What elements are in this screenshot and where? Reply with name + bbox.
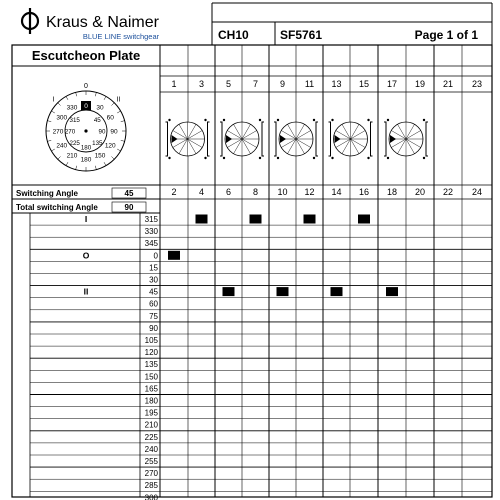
- contact-grid: [160, 45, 492, 497]
- position-angle: 300: [144, 493, 158, 500]
- dial-outer-degree-120: 120: [104, 142, 116, 150]
- position-name: II: [83, 286, 89, 297]
- series-code: CH10: [218, 28, 249, 42]
- contact-deck-2: [220, 119, 264, 159]
- closed-contact: [277, 287, 289, 296]
- dial-position-I: I: [52, 96, 55, 104]
- page-label: Page 1 of 1: [414, 28, 478, 42]
- contact-deck-3: [274, 119, 318, 159]
- closed-contact: [358, 215, 370, 224]
- dial-outer-degree-60: 60: [106, 114, 114, 122]
- position-angle: 120: [144, 348, 158, 358]
- position-angle: 60: [149, 299, 158, 309]
- position-row-30: [30, 276, 492, 286]
- position-row-165: [30, 384, 492, 394]
- terminal-bottom-6: 6: [225, 187, 232, 197]
- total-switching-angle-label: Total switching Angle: [16, 203, 98, 212]
- terminal-top-3: 3: [198, 79, 205, 89]
- dial-outer-degree-270: 270: [52, 128, 64, 136]
- terminal-top-13: 13: [331, 79, 342, 89]
- position-angle: 285: [144, 481, 158, 491]
- position-row-120: [30, 348, 492, 358]
- position-row-0: [30, 250, 492, 261]
- kraus-naimer-logo-icon: [22, 8, 38, 34]
- dial-outer-degree-240: 240: [56, 142, 68, 150]
- position-angle: 240: [144, 444, 158, 454]
- position-name: O: [82, 250, 90, 261]
- dial-position-0: 0: [84, 103, 88, 110]
- escutcheon-title: Escutcheon Plate: [31, 48, 141, 63]
- dial-inner-degree-315: 315: [69, 117, 80, 125]
- closed-contact: [168, 251, 180, 260]
- position-angle: 75: [149, 311, 158, 321]
- terminal-top-19: 19: [414, 79, 426, 89]
- dial-inner-degree-45: 45: [93, 117, 101, 125]
- total-switching-angle-value: 90: [124, 203, 134, 212]
- terminal-bottom-14: 14: [331, 187, 342, 197]
- position-angle: 315: [144, 215, 158, 224]
- terminal-top-7: 7: [252, 79, 259, 89]
- position-angle: 255: [144, 457, 158, 466]
- dial-inner-degree-180: 180: [80, 144, 92, 152]
- terminal-top-1: 1: [171, 79, 177, 89]
- terminal-top-5: 5: [225, 79, 232, 89]
- dial-label-top: 0: [84, 83, 88, 90]
- terminal-bottom-18: 18: [386, 187, 398, 197]
- position-row-210: [30, 421, 492, 431]
- terminal-bottom-20: 20: [414, 187, 426, 197]
- position-row-75: [30, 312, 492, 322]
- terminal-top-21: 21: [442, 79, 454, 89]
- switching-angle-value: 45: [124, 189, 134, 198]
- position-row-105: [30, 336, 492, 346]
- closed-contact: [331, 287, 343, 296]
- position-angle: 165: [144, 384, 158, 394]
- position-row-255: [30, 457, 492, 467]
- brand-name: Kraus & Naimer: [46, 14, 159, 31]
- position-angle: 345: [144, 239, 158, 249]
- position-row-330: [30, 227, 492, 237]
- position-angle: 195: [144, 408, 158, 418]
- dial-outer-degree-30: 30: [96, 104, 104, 112]
- terminal-bottom-12: 12: [304, 187, 315, 197]
- contact-deck-5: [384, 119, 428, 159]
- switching-angle-label: Switching Angle: [16, 189, 78, 198]
- dial-inner-degree-90: 90: [98, 128, 106, 136]
- terminal-bottom-24: 24: [471, 187, 483, 197]
- dial-outer-degree-90: 90: [110, 128, 118, 136]
- terminal-top-17: 17: [386, 79, 398, 89]
- terminal-top-9: 9: [279, 79, 286, 89]
- terminal-bottom-16: 16: [358, 187, 370, 197]
- terminal-bottom-4: 4: [198, 187, 205, 197]
- position-row-180: [30, 397, 492, 407]
- position-angle: 330: [144, 227, 158, 237]
- terminal-bottom-2: 2: [171, 187, 177, 197]
- closed-contact: [250, 215, 262, 224]
- position-row-135: [30, 360, 492, 370]
- position-angle: 90: [149, 323, 158, 333]
- brand-tagline: BLUE LINE switchgear: [82, 32, 160, 41]
- terminal-top-23: 23: [471, 79, 483, 89]
- position-row-285: [30, 481, 492, 491]
- position-row-345: [30, 239, 492, 249]
- position-row-315: [30, 214, 492, 225]
- terminal-bottom-8: 8: [252, 187, 259, 197]
- position-angle: 210: [144, 420, 158, 430]
- closed-contact: [223, 287, 235, 296]
- header: [22, 3, 492, 45]
- position-angle: 30: [149, 275, 158, 285]
- contact-deck-4: [329, 119, 373, 159]
- contact-deck-1: [166, 119, 210, 159]
- dial-outer-degree-300: 300: [56, 114, 68, 122]
- drawing-number: SF5761: [280, 28, 323, 42]
- position-row-60: [30, 300, 492, 310]
- dial-outer-degree-180: 180: [80, 156, 92, 164]
- position-angle: 225: [144, 432, 158, 442]
- dial-inner-degree-270: 270: [64, 128, 76, 136]
- position-angle: 0: [153, 251, 158, 261]
- dial-outer-degree-210: 210: [66, 152, 78, 160]
- dial-outer-degree-330: 330: [66, 104, 78, 112]
- escutcheon-dial: [46, 83, 126, 171]
- position-angle: 270: [144, 469, 158, 479]
- position-angle: 180: [144, 396, 158, 406]
- position-row-45: [30, 287, 492, 298]
- position-angle: 135: [144, 360, 158, 370]
- position-angle: 15: [149, 263, 158, 273]
- closed-contact: [304, 215, 316, 224]
- main-frame: [12, 45, 492, 497]
- terminal-bottom-22: 22: [442, 187, 454, 197]
- position-row-90: [30, 324, 492, 334]
- position-row-150: [30, 372, 492, 382]
- terminal-top-11: 11: [304, 79, 315, 89]
- position-angle: 105: [144, 336, 158, 345]
- dial-position-II: II: [116, 96, 121, 104]
- contact-decks: [166, 119, 429, 159]
- closed-contact: [196, 215, 208, 224]
- terminal-top-15: 15: [358, 79, 370, 89]
- position-angle: 45: [149, 287, 158, 297]
- closed-contact: [386, 287, 398, 296]
- position-row-15: [30, 263, 492, 273]
- position-angle: 150: [144, 372, 158, 382]
- positions-table: [30, 213, 492, 500]
- position-row-270: [30, 469, 492, 479]
- position-name: I: [84, 214, 88, 224]
- dial-inner-degree-225: 225: [69, 139, 80, 147]
- terminal-bottom-10: 10: [277, 187, 288, 197]
- position-row-240: [30, 445, 492, 455]
- dial-outer-degree-150: 150: [94, 152, 106, 160]
- position-row-195: [30, 409, 492, 419]
- position-row-225: [30, 433, 492, 443]
- dial-inner-degree-135: 135: [92, 139, 103, 147]
